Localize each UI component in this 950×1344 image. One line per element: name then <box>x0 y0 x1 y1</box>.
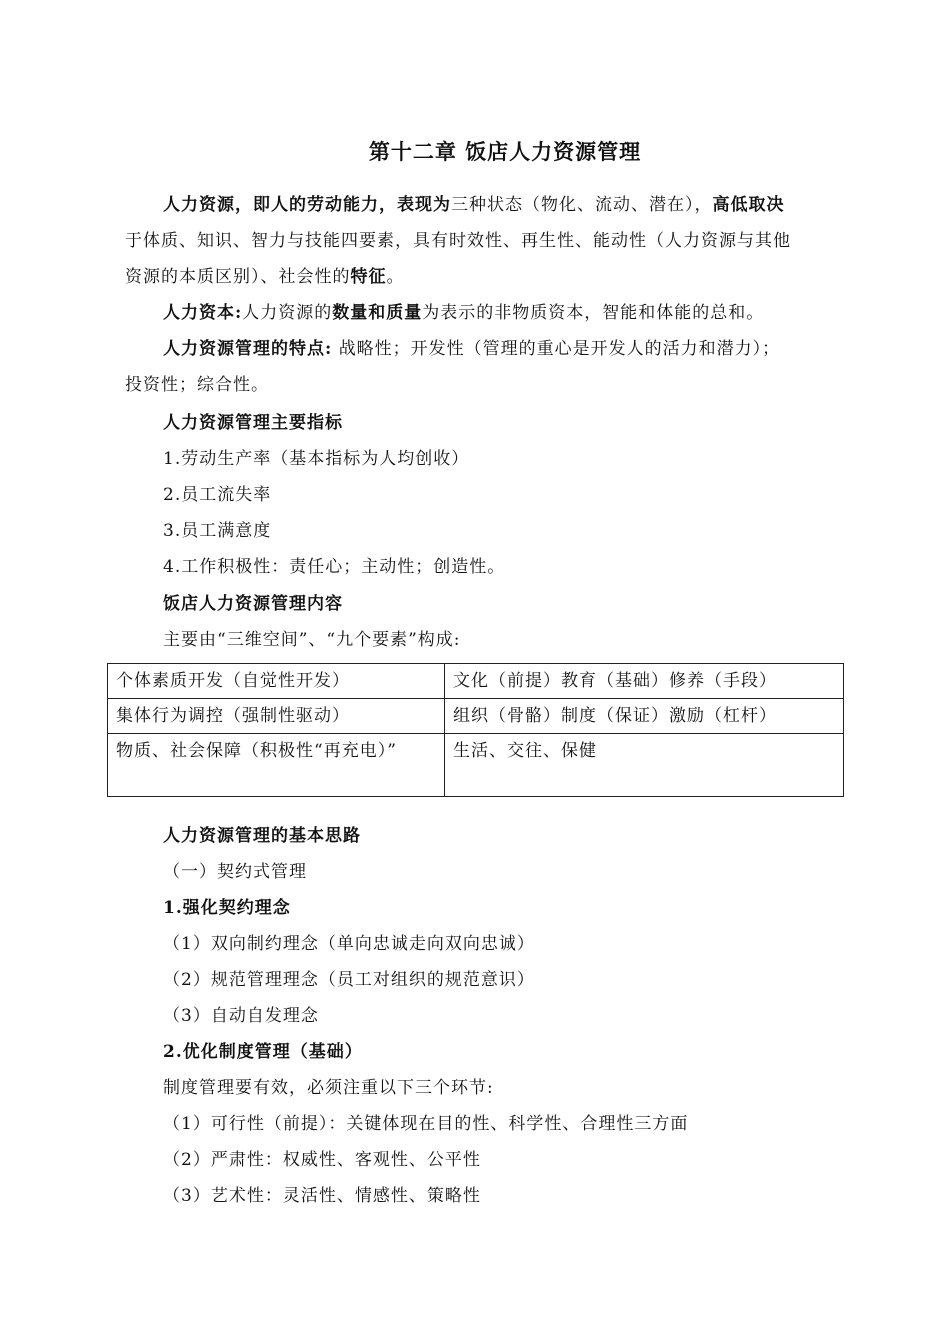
table-cell: 文化（前提）教育（基础）修养（手段） <box>445 664 844 699</box>
features-line-2: 投资性；综合性。 <box>125 375 269 395</box>
features-text-1: 战略性；开发性（管理的重心是开发人的活力和潜力）； <box>338 339 781 359</box>
table-cell: 集体行为调控（强制性驱动） <box>108 699 445 734</box>
table-row <box>108 699 844 734</box>
intro-line-2: 于体质、知识、智力与技能四要素，具有时效性、再生性、能动性（人力资源与其他 <box>125 231 791 251</box>
capital-text-2: 为表示的非物质资本，智能和体能的总和。 <box>422 303 765 323</box>
elements-table <box>107 663 844 797</box>
table-cell: 组织（骨骼）制度（保证）激励（杠杆） <box>445 699 844 734</box>
capital-bold: 数量和质量 <box>332 303 423 323</box>
intro-normal-1: 三种状态（物化、流动、潜在）， <box>451 195 713 215</box>
capital-line <box>163 298 843 323</box>
intro-line-3-bold: 特征 <box>350 267 387 287</box>
indicator-item: 2.员工流失率 <box>163 485 272 505</box>
intro-line-3-end: 。 <box>386 267 405 287</box>
approach-sub-1: （一）契约式管理 <box>163 862 307 882</box>
table-cell: 生活、交往、保健 <box>445 734 844 797</box>
approach-h1-item: （3）自动自发理念 <box>163 1006 319 1026</box>
approach-h1-item: （1）双向制约理念（单向忠诚走向双向忠诚） <box>163 934 535 954</box>
content-heading: 饭店人力资源管理内容 <box>163 594 343 614</box>
capital-label: 人力资本: <box>163 303 243 323</box>
indicator-item: 1.劳动生产率（基本指标为人均创收） <box>163 449 470 469</box>
approach-h1-item: （2）规范管理理念（员工对组织的规范意识） <box>163 970 535 990</box>
chapter-title: 第十二章 饭店人力资源管理 <box>368 139 642 164</box>
table-cell: 物质、社会保障（积极性“再充电）” <box>108 734 445 797</box>
features-line-1 <box>163 334 843 359</box>
intro-bold-1: 人力资源，即人的劳动能力，表现为 <box>163 195 451 215</box>
content-lead: 主要由“三维空间”、“九个要素”构成: <box>163 630 461 650</box>
approach-h2-item: （2）严肃性：权威性、客观性、公平性 <box>163 1150 481 1170</box>
table-row <box>108 664 844 699</box>
approach-h2: 2.优化制度管理（基础） <box>163 1042 363 1062</box>
intro-bold-2: 高低取决 <box>712 195 785 215</box>
indicators-heading: 人力资源管理主要指标 <box>163 413 343 433</box>
approach-h2-lead: 制度管理要有效，必须注重以下三个环节: <box>163 1078 494 1098</box>
approach-h2-item: （1）可行性（前提）：关键体现在目的性、科学性、合理性三方面 <box>163 1114 689 1134</box>
features-label: 人力资源管理的特点: <box>163 339 333 359</box>
approach-heading: 人力资源管理的基本思路 <box>163 826 361 846</box>
intro-line-1 <box>163 190 843 215</box>
table-cell: 个体素质开发（自觉性开发） <box>108 664 445 699</box>
table-row <box>108 734 844 797</box>
approach-h1: 1.强化契约理念 <box>163 898 291 918</box>
approach-h2-item: （3）艺术性：灵活性、情感性、策略性 <box>163 1186 481 1206</box>
intro-line-3-text: 资源的本质区别）、社会性的 <box>125 267 351 287</box>
indicator-item: 3.员工满意度 <box>163 521 272 541</box>
indicator-item: 4.工作积极性：责任心；主动性；创造性。 <box>163 557 506 577</box>
intro-line-3 <box>125 262 845 287</box>
capital-text-1: 人力资源的 <box>242 303 333 323</box>
